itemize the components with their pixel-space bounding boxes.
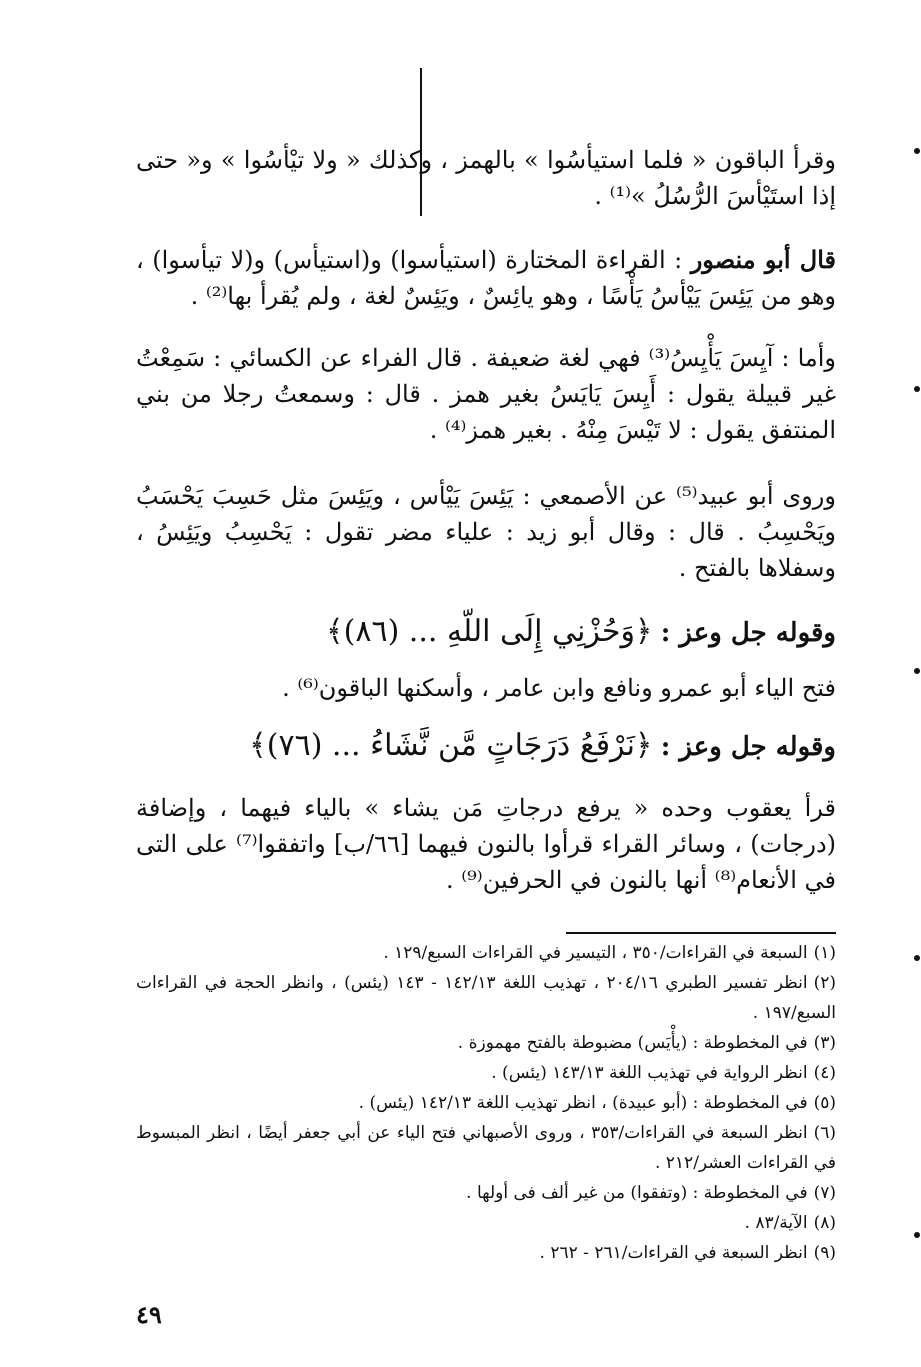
verse-heading-2-lead: وقوله جل وعز :: [660, 732, 836, 762]
verse-heading-2-quran: ﴿نَرْفَعُ دَرَجَاتٍ مَّن نَّشَاءُ ... (٧٦)﴾: [249, 728, 653, 763]
footnote-text: انظر السبعة في القراءات/٢٦١ - ٢٦٢ .: [539, 1243, 808, 1263]
footnotes: [136, 938, 836, 1268]
footnote: [136, 1088, 836, 1118]
verse-heading-1-lead: وقوله جل وعز :: [660, 618, 836, 648]
footnote-rule: [566, 932, 836, 934]
footnote-number: (٨): [813, 1213, 836, 1233]
edge-dot: [914, 1232, 920, 1238]
edge-dot: [914, 668, 920, 674]
footnote-text: السبعة في القراءات/٣٥٠ ، التيسير في القراءات السبع/١٢٩ .: [383, 943, 808, 963]
footnote-number: (٢): [813, 973, 836, 993]
paragraph-2-lead: قال أبو منصور: [690, 245, 836, 274]
edge-dot: [914, 148, 920, 154]
footnote: [136, 1118, 836, 1178]
footnote-number: (١): [813, 943, 836, 963]
edge-dot: [914, 386, 920, 392]
paragraph-2-text: : القراءة المختارة (استيأسوا) و(استيأس) و(لا تيأسوا) ، وهو من يَئِسَ يَيْأسُ يَأْسًا ، وهو يائِسٌ ، ويَئِسٌ لغة ، ولم يُقرأ بها⁽²⁾ .: [136, 246, 836, 310]
footnote: [136, 968, 836, 1028]
footnote-number: (٥): [813, 1093, 836, 1113]
paragraph-4: وروى أبو عبيد⁽⁵⁾ عن الأصمعي : يَئِسَ يَيْأس ، ويَئِسَ مثل حَسِبَ يَحْسَبُ ويَحْسِبُ . قال : وقال أبو زيد : علياء مضر تقول : يَحْسِبُ ويَئِسُ ، وسفلاها بالفتح .: [136, 482, 836, 582]
footnote: [136, 1178, 836, 1208]
footnote-text: في المخطوطة : (أبو عبيدة) ، انظر تهذيب اللغة ١٤٢/١٣ (يئس) .: [358, 1093, 808, 1113]
footnote: [136, 1238, 836, 1268]
footnote-number: (٩): [813, 1243, 836, 1263]
paragraph-1: وقرأ الباقون « فلما استيأسُوا » بالهمز ، وكذلك « ولا تيْأسُوا » و« حتى إذا استَيْأسَ الرُّسُلُ »⁽¹⁾ .: [136, 146, 836, 210]
footnote-text: انظر الرواية في تهذيب اللغة ١٤٣/١٣ (يئس) .: [491, 1063, 808, 1083]
footnote-text: انظر السبعة في القراءات/٣٥٣ ، وروى الأصبهاني فتح الياء عن أبي جعفر أيضًا ، انظر المبسوط في القراءات العشر/٢١٢ .: [136, 1123, 836, 1173]
verse-heading-1-quran: ﴿وَحُزْنِي إِلَى اللّهِ ... (٨٦)﴾: [326, 614, 653, 649]
edge-dot: [914, 955, 920, 961]
paragraph-5: فتح الياء أبو عمرو ونافع وابن عامر ، وأسكنها الباقون⁽⁶⁾ .: [282, 674, 836, 702]
paragraph-6: قرأ يعقوب وحده « يرفع درجاتِ مَن يشاء » بالياء فيهما ، وإضافة (درجات) ، وسائر القراء قرأوا بالنون فيهما [٦٦/ب] واتفقوا⁽⁷⁾ على التى في الأنعام⁽⁸⁾ أنها بالنون في الحرفين⁽⁹⁾ .: [136, 794, 837, 894]
footnote-text: في المخطوطة : (وتفقوا) من غير ألف فى أولها .: [466, 1183, 808, 1203]
paragraph-3: وأما : آيِسَ يَأْيِسُ⁽³⁾ فهي لغة ضعيفة . قال الفراء عن الكسائي : سَمِعْتُ غير قبيلة يقول : أَيِسَ يَايَسُ بغير همز . قال : وسمعتُ رجلا من بني المنتفق يقول : لا تَيْسَ مِنْهُ . بغير همز⁽⁴⁾ .: [136, 344, 836, 444]
footnote-number: (٧): [813, 1183, 836, 1203]
page-number: ٤٩: [136, 1300, 162, 1329]
footnote-number: (٦): [813, 1123, 836, 1143]
paragraph-2: [136, 242, 836, 314]
footnote-number: (٤): [813, 1063, 836, 1083]
footnote-text: الآية/٨٣ .: [744, 1213, 808, 1233]
footnote: [136, 1058, 836, 1088]
footnote-number: (٣): [813, 1033, 836, 1053]
footnote: [136, 938, 836, 968]
footnote-text: في المخطوطة : (يأْيَس) مضبوطة بالفتح مهموزة .: [457, 1033, 808, 1053]
footnote-text: انظر تفسير الطبري ٢٠٤/١٦ ، تهذيب اللغة ١٤٢/١٣ - ١٤٣ (يئس) ، وانظر الحجة في القراءات السبع/١٩٧ .: [136, 973, 836, 1023]
verse-heading-1: [136, 612, 836, 653]
footnote: [136, 1028, 836, 1058]
footnote: [136, 1208, 836, 1238]
verse-heading-2: [136, 726, 836, 767]
